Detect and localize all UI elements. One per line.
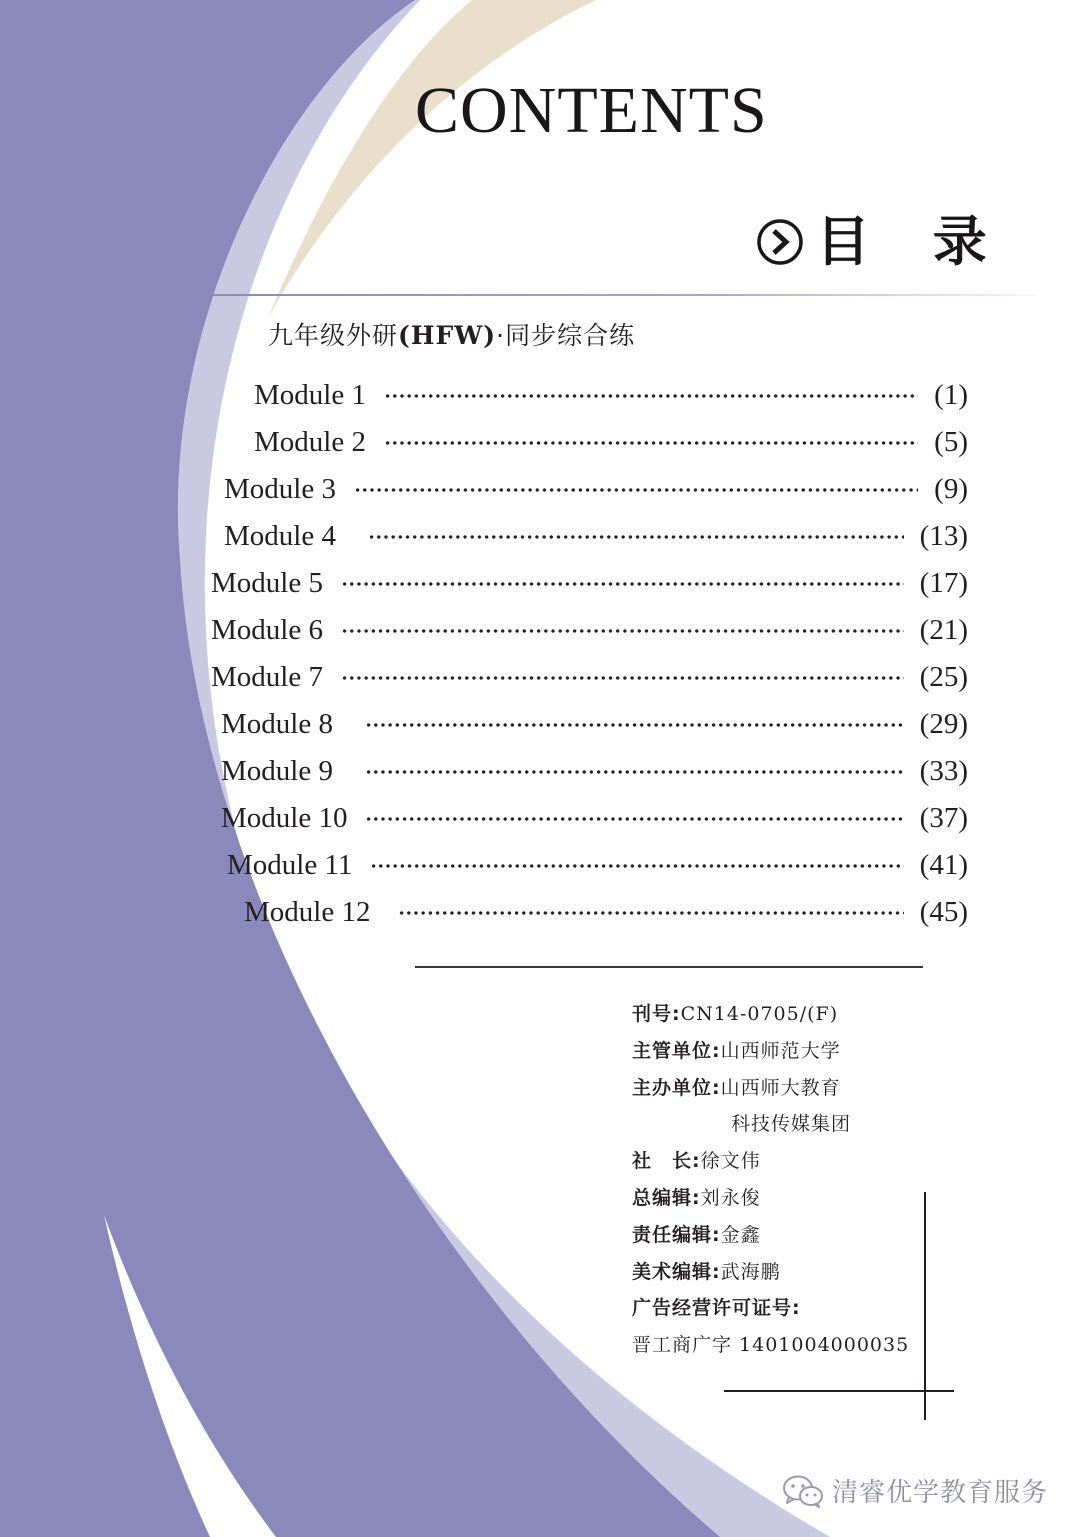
toc-page-number: (1) bbox=[934, 378, 968, 411]
toc-module-label: Module 9 bbox=[221, 754, 333, 787]
info-value: 晋工商广字 1401004000035 bbox=[632, 1334, 910, 1357]
toc-row bbox=[211, 610, 968, 650]
info-value: 刘永俊 bbox=[700, 1186, 761, 1209]
series-title-suffix: ·同步综合练 bbox=[496, 321, 636, 350]
watermark bbox=[782, 1472, 1048, 1509]
toc-page-number: (33) bbox=[919, 754, 968, 787]
toc-page-number: (13) bbox=[919, 519, 968, 552]
series-title-main: 九年级外研 bbox=[268, 321, 399, 350]
toc-dot-leader bbox=[365, 770, 904, 774]
header-rule bbox=[205, 294, 1035, 296]
toc-page-number: (9) bbox=[934, 472, 968, 505]
info-value: 科技传媒集团 bbox=[731, 1113, 852, 1136]
toc-row bbox=[211, 563, 968, 603]
toc-dot-leader bbox=[398, 911, 903, 915]
toc-module-label: Module 4 bbox=[224, 519, 336, 552]
info-value: 山西师大教育 bbox=[720, 1076, 841, 1099]
info-label: 广告经营许可证号: bbox=[632, 1297, 801, 1320]
info-value: 徐文伟 bbox=[700, 1150, 761, 1173]
toc-dot-leader bbox=[365, 817, 903, 821]
toc-module-label: Module 5 bbox=[211, 566, 323, 599]
toc-module-label: Module 12 bbox=[244, 895, 371, 928]
cn-title: 目 录 bbox=[816, 210, 1009, 273]
toc-page-number: (5) bbox=[934, 425, 968, 458]
info-value: 武海鹏 bbox=[720, 1260, 781, 1283]
info-issn bbox=[632, 996, 932, 1033]
info-label: 美术编辑: bbox=[632, 1260, 721, 1283]
toc-row bbox=[221, 798, 968, 838]
toc-row bbox=[221, 751, 968, 791]
wechat-icon bbox=[782, 1474, 824, 1508]
cn-title-block bbox=[756, 212, 1009, 272]
toc-page-number: (45) bbox=[919, 895, 968, 928]
toc-module-label: Module 7 bbox=[211, 660, 323, 693]
toc-dot-leader bbox=[354, 488, 918, 492]
toc-page-number: (25) bbox=[919, 660, 968, 693]
toc-row bbox=[227, 845, 968, 885]
toc-row bbox=[224, 516, 968, 556]
info-president bbox=[632, 1143, 932, 1180]
info-chief-editor bbox=[632, 1180, 932, 1217]
toc-page-number: (41) bbox=[919, 848, 968, 881]
toc-row bbox=[221, 704, 968, 744]
info-ad-license bbox=[632, 1290, 932, 1327]
info-sponsor-cont bbox=[632, 1106, 932, 1143]
toc-dot-leader bbox=[365, 723, 904, 727]
toc-dot-leader bbox=[341, 676, 904, 680]
crop-mark-horizontal bbox=[724, 1390, 954, 1392]
info-ad-license-value bbox=[632, 1327, 932, 1364]
info-divider bbox=[415, 966, 923, 968]
circle-arrow-icon bbox=[756, 218, 804, 266]
toc-module-label: Module 1 bbox=[254, 378, 366, 411]
toc-dot-leader bbox=[368, 535, 904, 539]
toc-dot-leader bbox=[370, 864, 903, 868]
toc-module-label: Module 3 bbox=[224, 472, 336, 505]
info-label: 责任编辑: bbox=[632, 1223, 721, 1246]
toc-module-label: Module 10 bbox=[221, 801, 348, 834]
toc-row bbox=[254, 375, 968, 415]
toc-page-number: (29) bbox=[919, 707, 968, 740]
toc-module-label: Module 2 bbox=[254, 425, 366, 458]
page-title: CONTENTS bbox=[415, 74, 768, 147]
publication-info bbox=[632, 996, 932, 1364]
info-label: 主管单位: bbox=[632, 1039, 721, 1062]
info-art-editor bbox=[632, 1254, 932, 1291]
toc-page-number: (21) bbox=[919, 613, 968, 646]
toc-row bbox=[211, 657, 968, 697]
watermark-text: 清睿优学教育服务 bbox=[832, 1478, 1049, 1508]
info-label: 刊号: bbox=[632, 1003, 681, 1025]
info-value: 金鑫 bbox=[720, 1223, 761, 1246]
info-label: 主办单位: bbox=[632, 1076, 721, 1099]
toc-dot-leader bbox=[384, 441, 918, 445]
info-supervisor bbox=[632, 1033, 932, 1070]
toc-page-number: (17) bbox=[919, 566, 968, 599]
toc-module-label: Module 8 bbox=[221, 707, 333, 740]
series-title-tag: (HFW) bbox=[398, 321, 497, 350]
toc-row bbox=[224, 469, 968, 509]
info-editor bbox=[632, 1217, 932, 1254]
crop-mark-vertical bbox=[924, 1192, 926, 1420]
toc-dot-leader bbox=[384, 394, 918, 398]
toc-page-number: (37) bbox=[919, 801, 968, 834]
info-value: CN14-0705/(F) bbox=[680, 1003, 839, 1025]
info-sponsor bbox=[632, 1070, 932, 1107]
toc-dot-leader bbox=[341, 629, 904, 633]
series-title bbox=[268, 316, 635, 352]
info-label: 总编辑: bbox=[632, 1186, 701, 1209]
toc-row bbox=[244, 892, 968, 932]
toc-dot-leader bbox=[341, 582, 904, 586]
toc-module-label: Module 6 bbox=[211, 613, 323, 646]
toc-module-label: Module 11 bbox=[227, 848, 353, 881]
toc-row bbox=[254, 422, 968, 462]
info-label: 社 长: bbox=[632, 1150, 701, 1173]
info-value: 山西师范大学 bbox=[720, 1039, 841, 1062]
